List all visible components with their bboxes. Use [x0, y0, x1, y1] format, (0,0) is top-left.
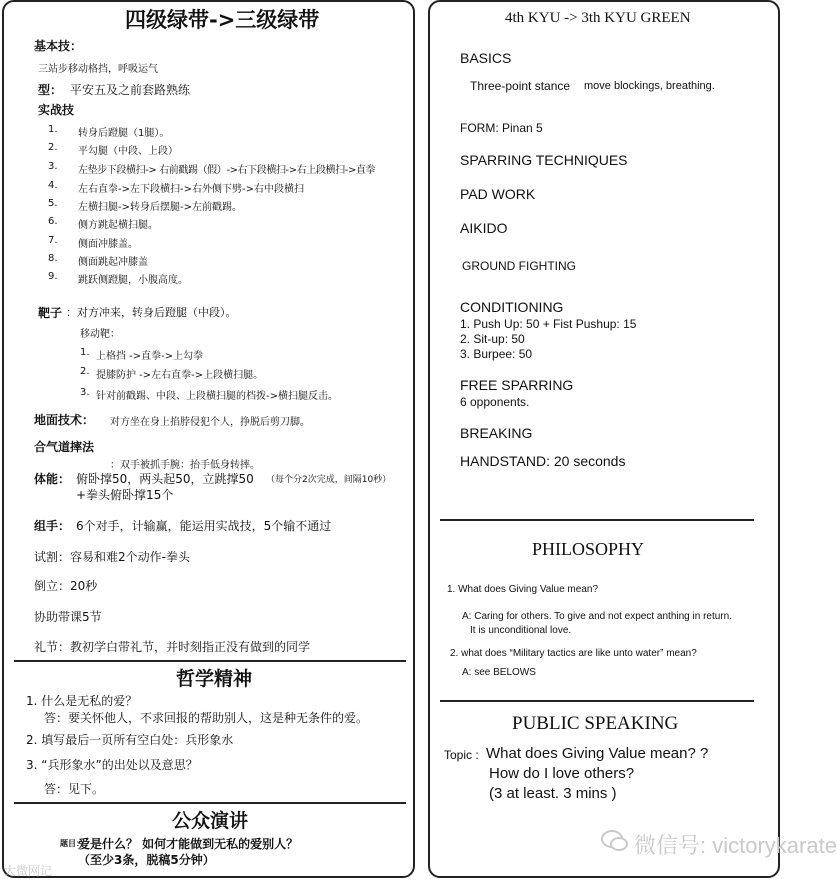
cn-speak-topic-label: 题目： — [60, 839, 84, 848]
cn-divider-1 — [14, 660, 406, 662]
en-phil-a1b: It is unconditional love. — [470, 625, 572, 636]
en-handstand: HANDSTAND: 20 seconds — [460, 453, 626, 469]
cn-aikido-text: ：双手被抓手腕：抬手低身转摔。 — [110, 460, 260, 471]
cn-assist-text: 协助带课5节 — [34, 610, 102, 624]
cn-phil-q3: 3. “兵形象水”的出处以及意思？ — [26, 758, 198, 772]
en-topic-3: (3 at least. 3 mins ) — [489, 785, 617, 802]
en-basics: BASICS — [460, 50, 512, 66]
cn-sparring-num: 1. — [48, 124, 58, 135]
cn-pad-num: 2. — [80, 366, 90, 377]
cn-sparring-text: 左垫步下段横扫-> 右前戳踢（假）->右下段横扫->右上段横扫->直拳 — [78, 165, 376, 176]
cn-pad-item: 提膝防护 ->左右直拳->上段横扫腿。 — [96, 370, 264, 381]
cn-pad-num: 1. — [80, 347, 90, 358]
cn-form-text: 平安五及之前套路熟练 — [70, 83, 191, 97]
en-topic-2: How do I love others? — [489, 765, 635, 782]
cn-ground-label: 地面技术： — [34, 413, 95, 427]
en-phil-a2: A: see BELOWS — [462, 667, 536, 678]
en-breaking: BREAKING — [460, 425, 533, 441]
en-ground: GROUND FIGHTING — [462, 259, 576, 273]
cn-stand-text: 倒立：20秒 — [34, 579, 98, 593]
cn-sparring-text: 转身后蹬腿（1腿）。 — [78, 128, 170, 139]
en-sparring: SPARRING TECHNIQUES — [460, 152, 628, 168]
cn-cond-line2: +拳头俯卧撑15个 — [76, 488, 174, 502]
cn-pad-item: 针对前戳踢、中段、上段横扫腿的档拨->横扫腿反击。 — [96, 391, 338, 402]
watermark-wechat-id: 微信号: victorykarate — [634, 833, 837, 858]
cn-group-label: 组手： — [34, 519, 71, 533]
cn-sparring-num: 2. — [48, 142, 58, 153]
cn-sparring-num: 3. — [48, 161, 58, 172]
cn-basics-text: 三站步移动格挡，呼吸运气 — [38, 64, 158, 75]
cn-sparring-text: 左右直拳->左下段横扫->右外侧下劈->右中段横扫 — [78, 184, 304, 195]
en-topic-label: Topic : — [444, 748, 479, 762]
cn-etiquette-text: 礼节：教初学白带礼节，并时刻指正没有做到的同学 — [34, 640, 311, 654]
cn-speak-line2: （至少3条，脱稿5分钟） — [78, 853, 215, 867]
cn-aikido-label: 合气道摔法 — [34, 440, 95, 454]
en-phil-a1a: A: Caring for others. To give and not expect anthing in return. — [462, 611, 732, 622]
wechat-icon — [600, 826, 630, 856]
en-cond-3: 3. Burpee: 50 — [460, 347, 533, 361]
cn-pad-item: 上格挡 ->直拳->上勾拳 — [96, 351, 204, 362]
en-basics-text-1: Three-point stance — [470, 79, 571, 93]
cn-pad-num: 3. — [80, 387, 90, 398]
cn-sparring-text: 左横扫腿->转身后摆腿->左前戳踢。 — [78, 202, 242, 213]
cn-divider-2 — [14, 802, 406, 804]
cn-phil-a1: 答：要关怀他人，不求回报的帮助别人，这是种无条件的爱。 — [44, 711, 369, 725]
cn-sparring-num: 6. — [48, 216, 58, 227]
en-basics-text-2: move blockings, breathing. — [584, 80, 715, 92]
en-cond-2: 2. Sit-up: 50 — [460, 332, 525, 346]
cn-sparring-text: 侧方跳起横扫腿。 — [78, 220, 158, 231]
cn-sparring-num: 5. — [48, 198, 58, 209]
cn-moving-pad: 移动靶： — [80, 329, 120, 340]
en-speak-title: PUBLIC SPEAKING — [512, 713, 679, 734]
en-conditioning: CONDITIONING — [460, 299, 564, 315]
cn-sparring-text: 平勾腿（中段、上段） — [78, 146, 178, 157]
en-phil-q1: 1. What does Giving Value mean? — [447, 584, 599, 595]
cn-sparring-label: 实战技 — [38, 103, 75, 117]
cn-basics-label: 基本技： — [34, 39, 83, 53]
watermark-corner: 大微网记 — [4, 864, 53, 878]
cn-group-text: 6个对手，计输赢，能运用实战技，5个输不通过 — [76, 519, 332, 533]
cn-break-text: 试割：容易和难2个动作-拳头 — [34, 550, 190, 564]
cn-phil-a3: 答：见下。 — [44, 782, 105, 796]
cn-sparring-text: 侧面跳起冲膝盖 — [78, 257, 148, 268]
cn-pad-text: ：对方冲来，转身后蹬腿（中段）。 — [66, 306, 237, 319]
en-cond-1: 1. Push Up: 50 + Fist Pushup: 15 — [460, 317, 637, 331]
cn-phil-q2: 2. 填写最后一页所有空白处：兵形象水 — [26, 733, 234, 747]
en-divider-2 — [440, 700, 754, 702]
cn-sparring-num: 4. — [48, 180, 58, 191]
en-phil-title: PHILOSOPHY — [532, 539, 645, 559]
en-free-text: 6 opponents. — [460, 395, 530, 409]
cn-pad-label: 靶子 — [38, 306, 63, 320]
cn-title: 四级绿带->三级绿带 — [125, 8, 320, 32]
en-topic-1: What does Giving Value mean? ? — [486, 745, 709, 762]
cn-speak-title: 公众演讲 — [172, 810, 249, 832]
en-phil-q2: 2. what does “Military tactics are like unto water” mean? — [450, 648, 697, 659]
cn-sparring-num: 7. — [48, 235, 58, 246]
en-aikido: AIKIDO — [460, 220, 508, 236]
cn-cond-label: 体能： — [34, 472, 71, 486]
cn-cond-note: （每个分2次完成，间隔10秒） — [266, 475, 392, 485]
cn-speak-line1: 爱是什么？ 如何才能做到无私的爱别人？ — [78, 837, 299, 851]
en-free: FREE SPARRING — [460, 377, 574, 393]
en-pad: PAD WORK — [460, 186, 536, 202]
en-title: 4th KYU -> 3th KYU GREEN — [505, 10, 691, 26]
cn-phil-q1: 1. 什么是无私的爱？ — [26, 694, 138, 708]
cn-sparring-text: 跳跃侧蹬腿，小腹高度。 — [78, 275, 188, 286]
en-form: FORM: Pinan 5 — [460, 121, 543, 135]
cn-sparring-text: 侧面冲膝盖。 — [78, 239, 138, 250]
cn-phil-title: 哲学精神 — [176, 668, 253, 690]
cn-sparring-num: 8. — [48, 253, 58, 264]
cn-cond-line1: 俯卧撑50，两头起50，立跳撑50 — [76, 472, 254, 486]
cn-form-label: 型： — [38, 83, 63, 97]
cn-sparring-num: 9. — [48, 271, 58, 282]
en-divider-1 — [440, 519, 754, 521]
cn-ground-text: 对方坐在身上掐脖侵犯个人，挣脱后剪刀脚。 — [110, 417, 310, 428]
